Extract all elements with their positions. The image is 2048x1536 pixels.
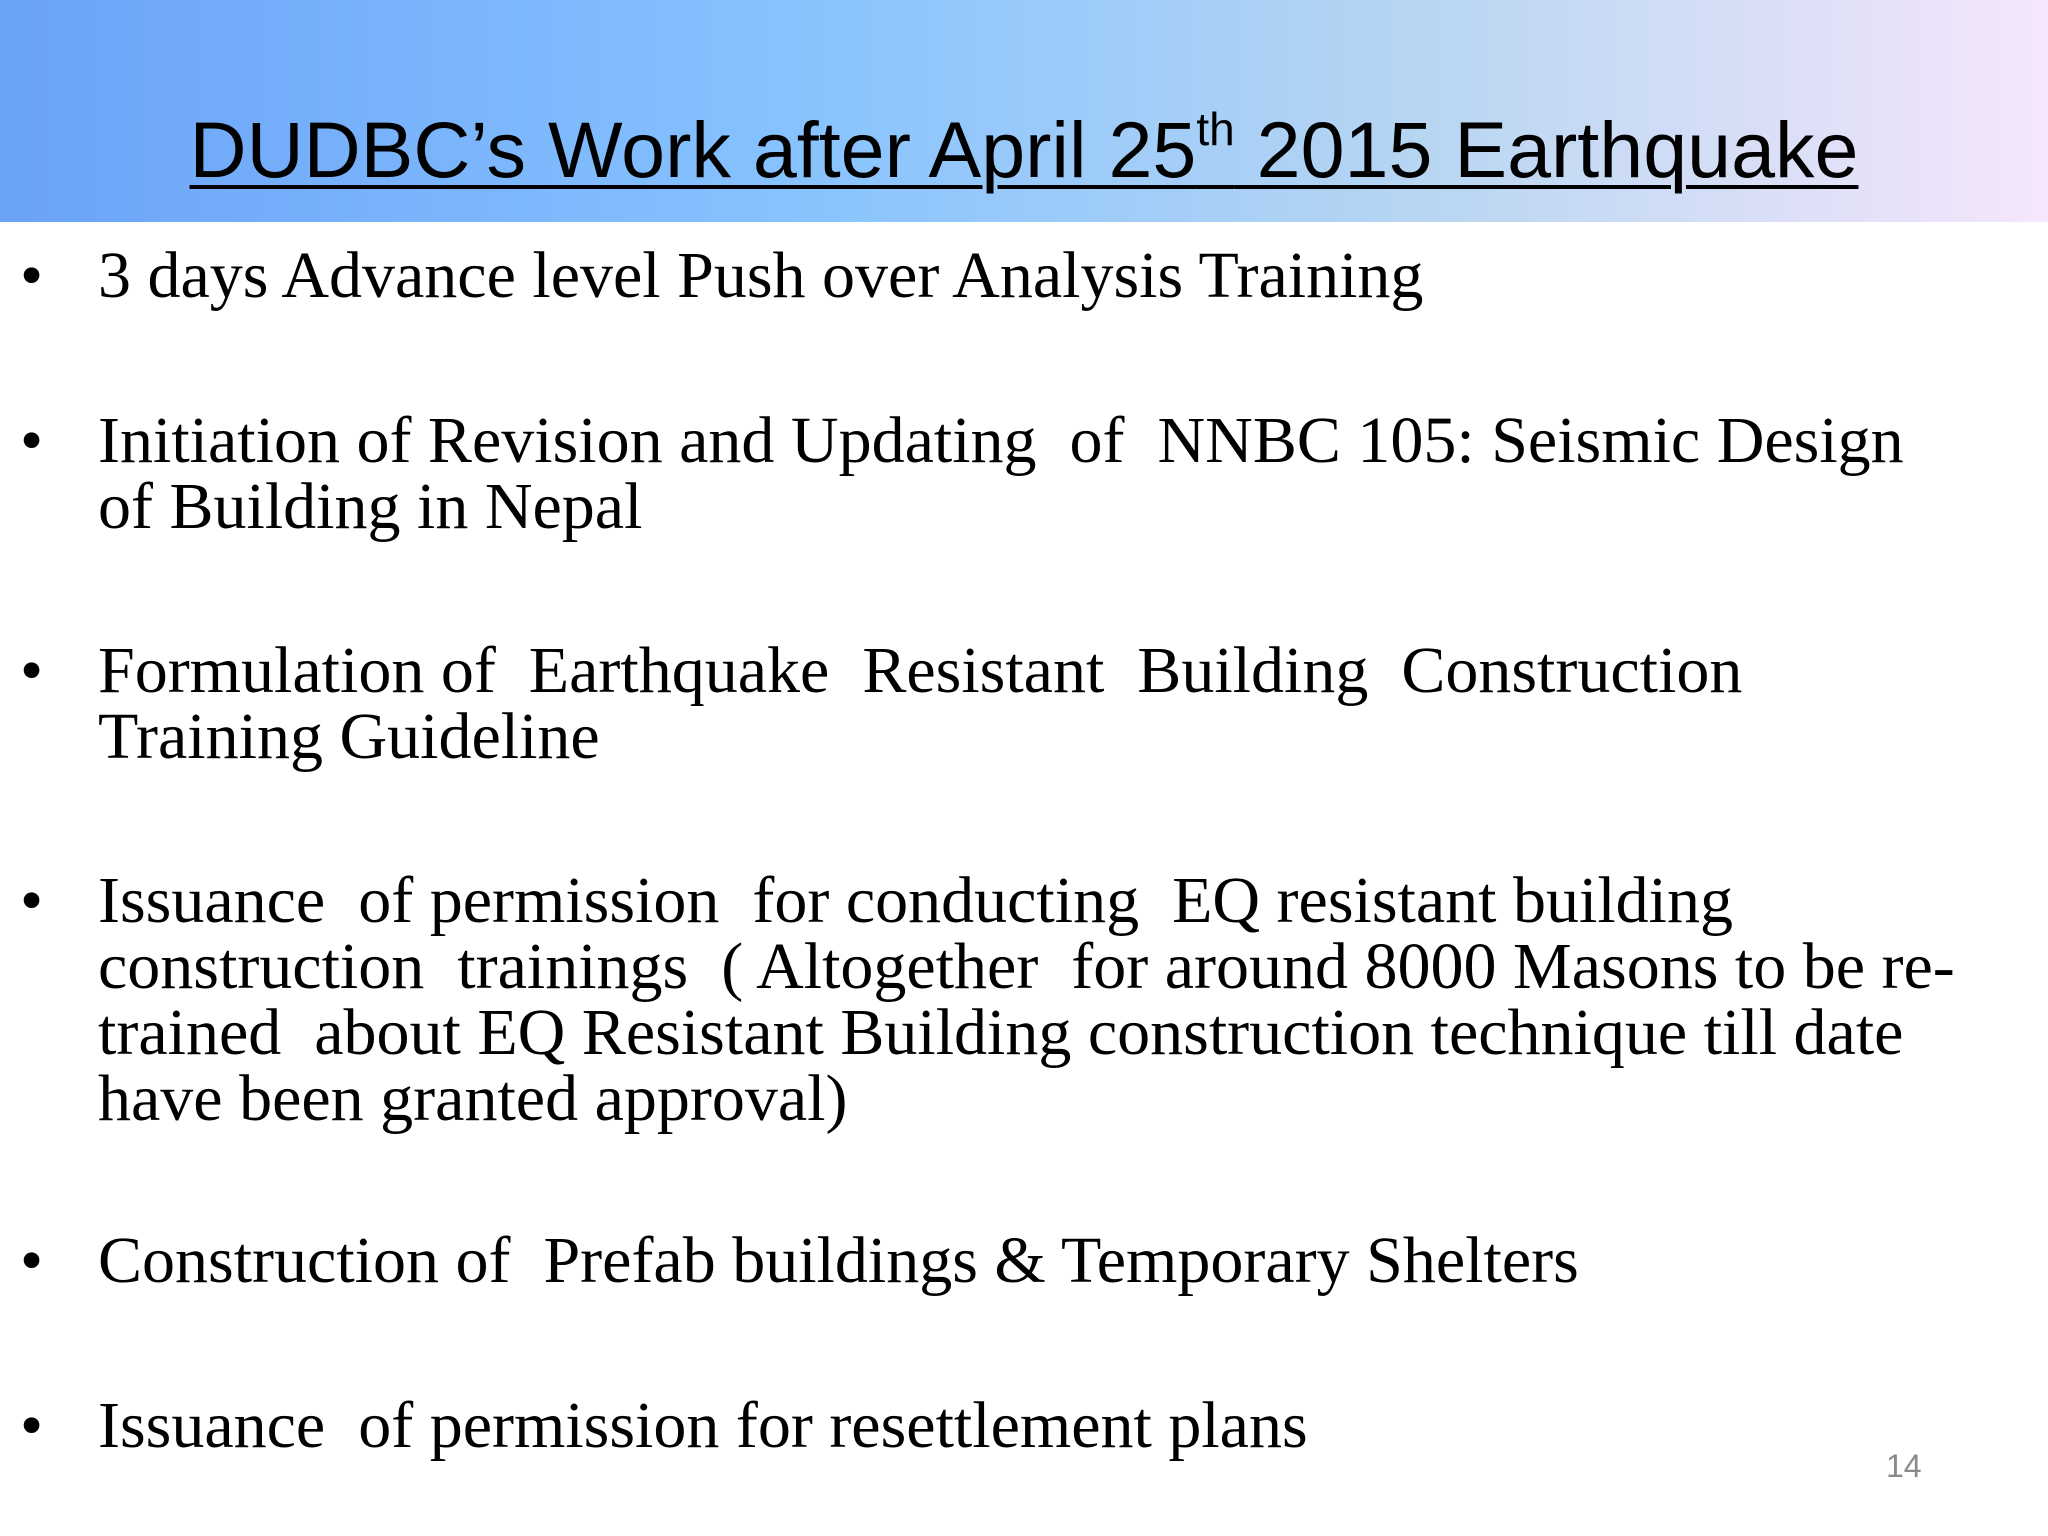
bullet-text <box>98 1224 2028 1297</box>
bullet-line: Construction of Prefab buildings & Temporary Shelters <box>98 1224 1579 1297</box>
bullet-dot: • <box>20 1224 44 1297</box>
bullet-line: Issuance of permission for conducting EQ resistant building <box>98 864 1734 937</box>
bullet-text <box>98 634 2028 773</box>
bullet-line: Issuance of permission for resettlement plans <box>98 1389 1308 1462</box>
bullet-line: trained about EQ Resistant Building construction technique till date <box>98 996 1904 1069</box>
page-number: 14 <box>1886 1448 1922 1484</box>
bullet-dot: • <box>20 404 44 477</box>
bullet-line: have been granted approval) <box>98 1062 848 1135</box>
bullet-text <box>98 239 2028 312</box>
title-superscript: th <box>1196 103 1235 155</box>
bullet-line: 3 days Advance level Push over Analysis Training <box>98 239 1424 312</box>
bullet-dot: • <box>20 864 44 937</box>
title-prefix: DUDBC’s Work after April 25 <box>189 105 1197 194</box>
bullet-line: Initiation of Revision and Updating of NNBC 105: Seismic Design <box>98 404 1904 477</box>
title-suffix: 2015 Earthquake <box>1234 105 1859 194</box>
bullet-text <box>98 1389 2028 1462</box>
bullet-line: Formulation of Earthquake Resistant Building Construction <box>98 634 1743 707</box>
bullet-dot: • <box>20 239 44 312</box>
bullet-dot: • <box>20 634 44 707</box>
bullet-text <box>98 404 2028 543</box>
bullet-dot: • <box>20 1389 44 1462</box>
bullet-line: Training Guideline <box>98 700 600 773</box>
bullet-line: of Building in Nepal <box>98 470 643 543</box>
bullet-line: construction trainings ( Altogether for around 8000 Masons to be re- <box>98 930 1955 1003</box>
bullet-text <box>98 864 2028 1135</box>
